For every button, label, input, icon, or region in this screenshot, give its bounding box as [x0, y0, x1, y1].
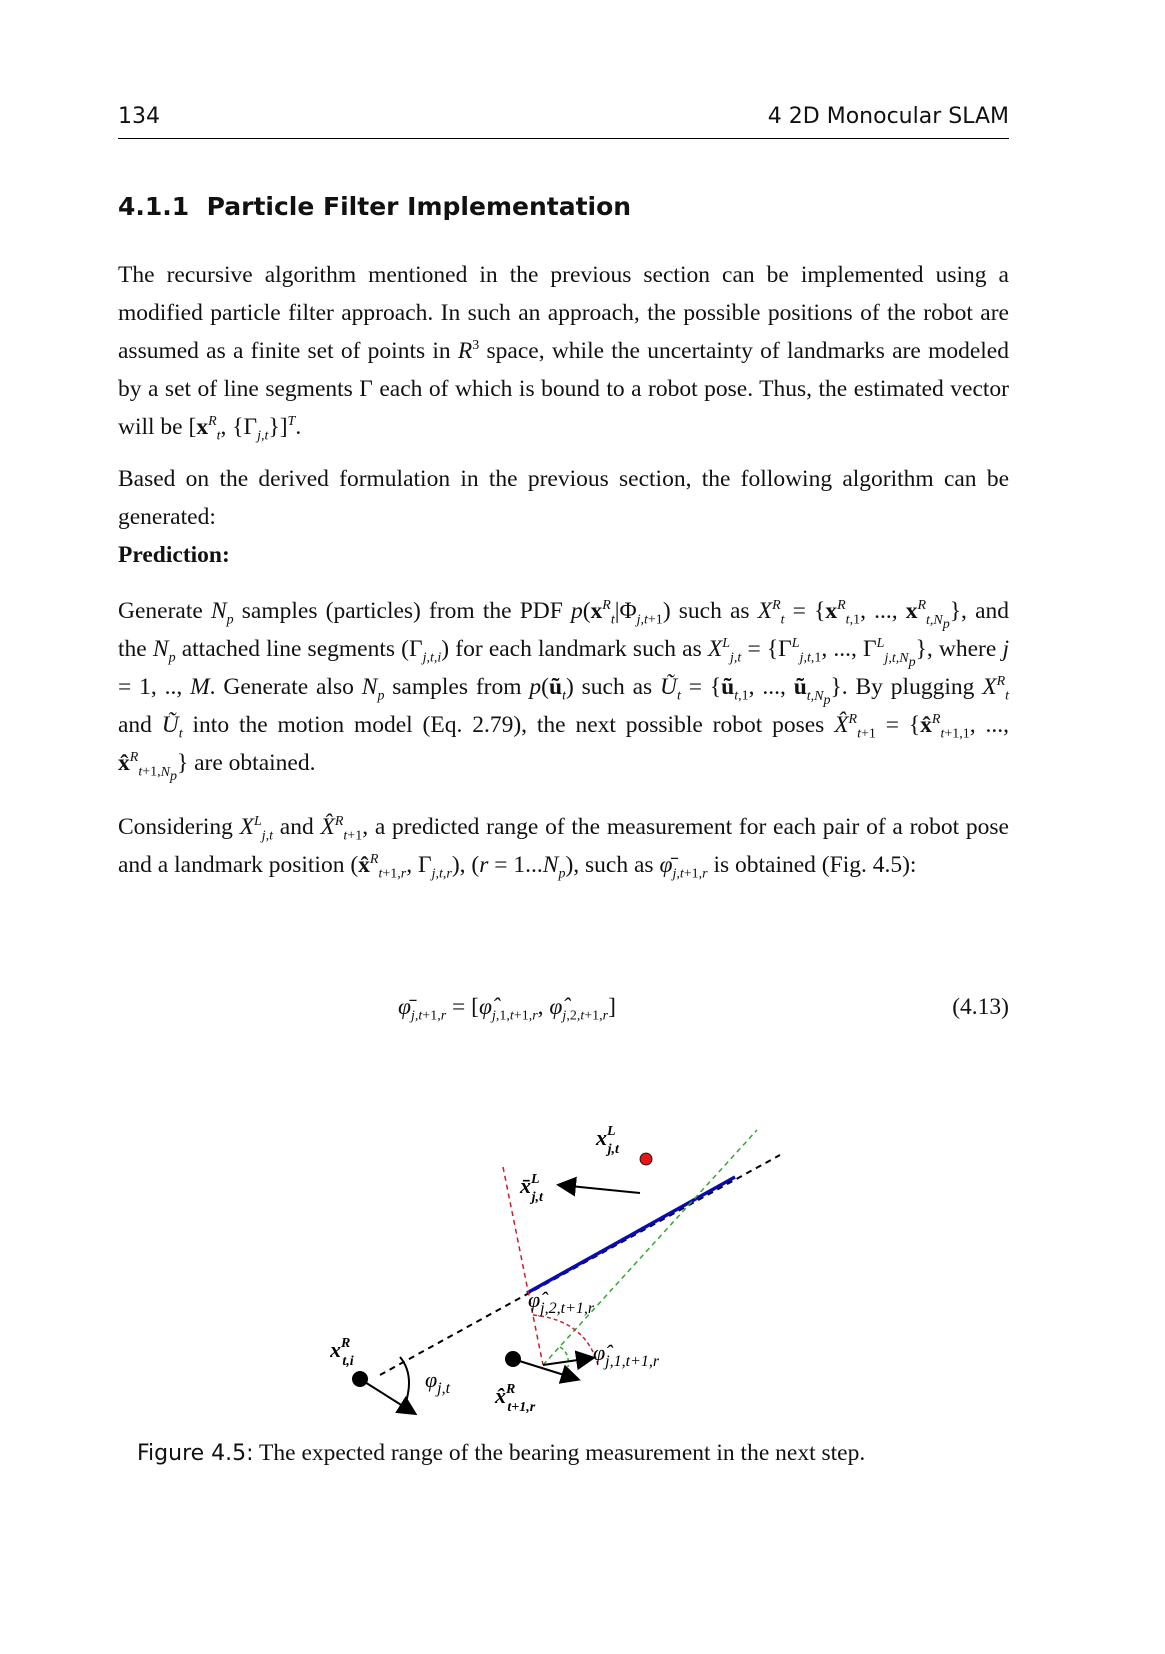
chapter-title: 4 2D Monocular SLAM	[767, 104, 1009, 129]
label-phi-current: $\varphi_{j,t}$	[425, 1367, 451, 1397]
equation-number: (4.13)	[952, 994, 1009, 1020]
label-phi-2: $\varphî_{j,2,t+1,r}$	[528, 1287, 595, 1317]
p3-b: samples (particles) from the PDF	[233, 598, 571, 624]
caption-text: The expected range of the bearing measurement in the next step.	[253, 1440, 866, 1466]
label-x-robot: $x^R$ t,i	[330, 1336, 354, 1369]
p3-f: ) for each landmark such as	[441, 636, 708, 662]
p3-e: attached line segments (Γ	[175, 636, 423, 662]
label-x-hat-robot: x̂$^R$ t+1,r	[495, 1382, 536, 1415]
p4-a: Considering	[118, 814, 240, 840]
p4-b: and	[273, 814, 321, 840]
bearing-diagram	[330, 1075, 850, 1435]
p3-k: . By plugging	[841, 674, 983, 700]
label-x-bar-landmark: x̄$^L$ j,t	[520, 1172, 543, 1205]
p3-h: . Generate also	[209, 674, 362, 700]
section-number: 4.1.1	[118, 192, 190, 221]
equation-4-13: $\varphī_{j,t+1,r}$ = [$\varphî_{j,1,t+1,r}$, $\varphî_{j,2,t+1,r}$]	[398, 994, 616, 1024]
p3-d: , and the	[118, 598, 1009, 662]
red-angle-arc	[533, 1315, 598, 1365]
para2-text: Based on the derived formulation in the previous section, the following algorithm can be generated:	[118, 466, 1009, 530]
p3-j: such as	[573, 674, 660, 700]
heading-arrow-current	[360, 1379, 414, 1413]
p3-c: such as	[670, 598, 758, 624]
paragraph-2	[118, 460, 1009, 574]
landmark-segment	[527, 1177, 735, 1293]
p3-m: into the motion model (Eq. 2.79), the next possible robot poses	[182, 712, 835, 738]
label-x-landmark: $x^L$ j,t	[596, 1124, 619, 1157]
running-header	[118, 98, 1009, 139]
figure-caption	[137, 1440, 865, 1467]
prediction-label: Prediction:	[118, 542, 230, 568]
para1-text-a: The recursive algorithm mentioned in the previous section can be implemented using a modified particle filter approach. In such an approach, the possible positions of the robot are assumed as a finite set of points in	[118, 262, 1009, 364]
green-angle-arc	[560, 1347, 568, 1367]
p4-c: , a predicted range of the measurement for each pair of a robot pose and a landmark position (	[118, 814, 1009, 878]
p3-i: samples from	[384, 674, 530, 700]
paragraph-3: Generate $N_p$ samples (particles) from the PDF $p(x^R_t|\Phi_{j,t+1})$ such as $X^R_t = \{x^R_{t,1}$, ..., $x^R_{t,N_p}$}, and the $N_p$ attached line segments $(\Gamma_{j,t,i})$ for each landmark such as $X^L_{j,t} = \{\Gamma^L_{j,t,1}$, ..., $\Gamma^L_{j,t,N_p}$}, where j = 1, .., M. Generate also $N_p$ samples from $p(ũ_t)$ such as $Ũ_t$ = {$ũ_{t,1}$, ..., $ũ_{t,N_p}$}. By plugging $X^R_t$ and $Ũ_t$ into the motion model (Eq. 2.79), the next possible robot poses X̂$^R_{t+1}$ = {x̂$^R_{t+1,1}$, ..., x̂$^R_{t+1,N_p}$} are obtained.	[118, 598, 1010, 784]
section-title: Particle Filter Implementation	[206, 192, 632, 221]
p3-l: and	[118, 712, 162, 738]
p3-a: Generate	[118, 598, 211, 624]
label-phi-1: $\varphî_{j,1,t+1,r}$	[593, 1340, 660, 1370]
page-number: 134	[118, 104, 160, 129]
p3-g: , where	[926, 636, 1003, 662]
figure-4-5	[330, 1075, 850, 1440]
p4-d: ), (	[451, 852, 480, 878]
paragraph-1: The recursive algorithm mentioned in the previous section can be implemented using a modified particle filter approach. In such an approach, the possible positions of the robot are assumed as a finite set of points in $R^3$ space, while the uncertainty of landmarks are modeled by a set of line segments Γ each of which is bound to a robot pose. Thus, the estimated vector will be [$x^R_t$, $\{\Gamma_{j,t}\}]^T$.	[118, 262, 1009, 444]
p3-n: are obtained.	[188, 750, 316, 776]
caption-label: Figure 4.5:	[137, 1441, 254, 1466]
landmark-point	[640, 1153, 652, 1165]
landmark-mean-arrow	[560, 1185, 640, 1193]
p4-f: is obtained (Fig. 4.5):	[707, 852, 917, 878]
p4-e: ), such as	[565, 852, 660, 878]
para1-text-b: space, while the uncertainty of landmarks are modeled by a set of line segments Γ each of which is bound to a robot pose. Thus, the estimated vector will be [	[118, 338, 1009, 440]
section-heading	[118, 192, 631, 221]
paragraph-4: Considering $X^L_{j,t}$ and X̂$^R_{t+1}$, a predicted range of the measurement for each pair of a robot pose and a landmark position (x̂$^R_{t+1,r}$, $\Gamma_{j,t,r}$), $(r = 1...N_p)$, such as $\varphī_{j,t+1,r}$ is obtained (Fig. 4.5):	[118, 814, 1009, 882]
